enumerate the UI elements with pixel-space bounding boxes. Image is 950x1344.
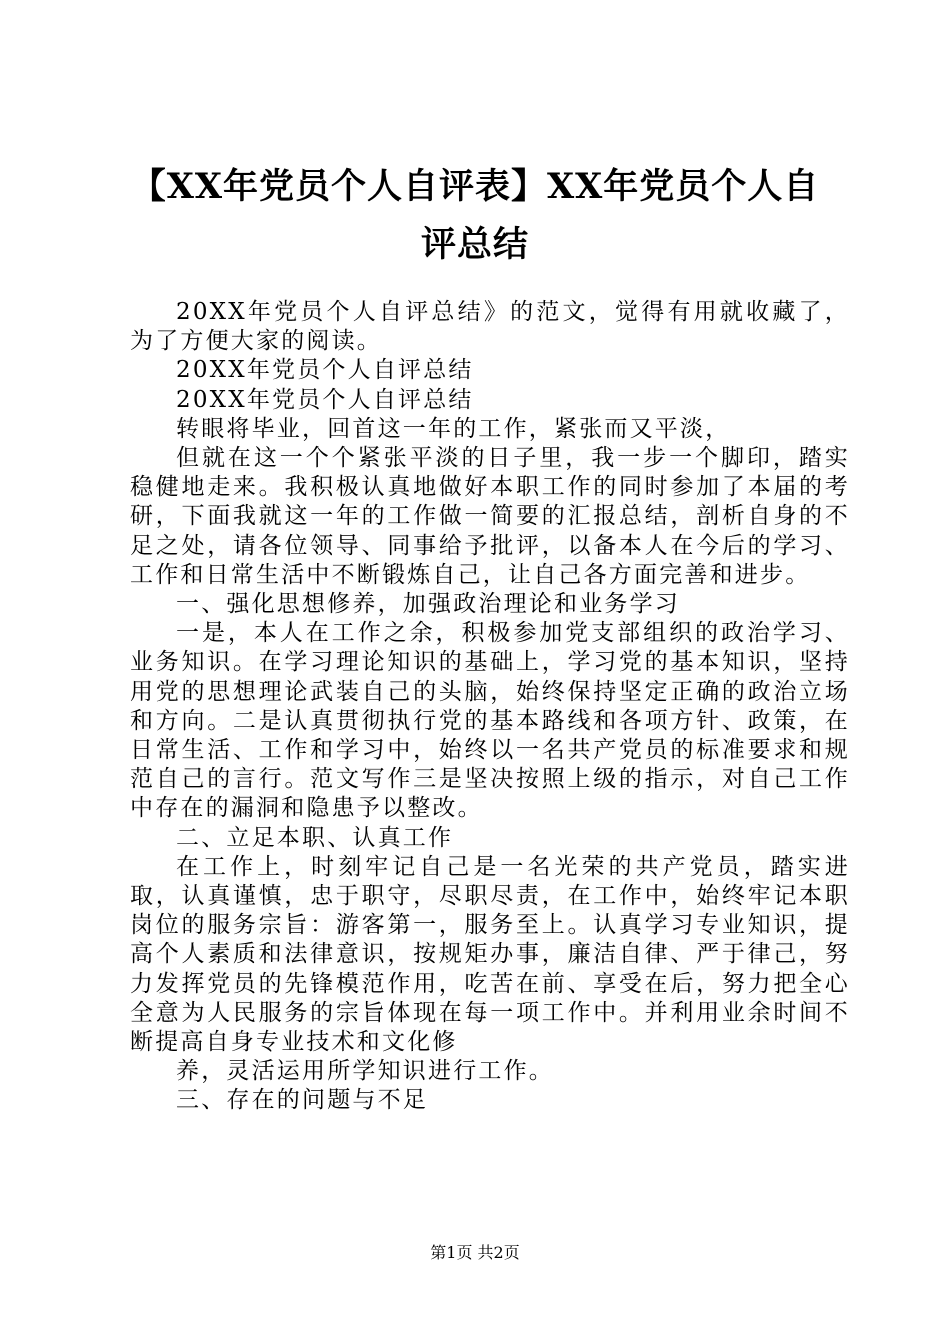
document-body	[130, 298, 850, 1116]
page-number-footer: 第1页 共2页	[430, 1243, 520, 1262]
paragraph-subtitle-2: 20XX年党员个人自评总结	[176, 386, 474, 413]
paragraph-intro: 20XX年党员个人自评总结》的范文，觉得有用就收藏了，为了方便大家的阅读。	[130, 299, 850, 355]
paragraph-section-2: 在工作上，时刻牢记自己是一名光荣的共产党员，踏实进取，认真谨慎，忠于职守，尽职尽责，在工作中，始终牢记本职岗位的服务宗旨：游客第一，服务至上。认真学习专业知识，提高个人素质和法律意识，按规矩办事，廉洁自律、严于律己，努力发挥党员的先锋模范作用，吃苦在前、享受在后，努力把全心全意为人民服务的宗旨体现在每一项工作中。并利用业余时间不断提高自身专业技术和文化修	[130, 853, 850, 1056]
document-title: 【XX年党员个人自评表】XX年党员个人自评总结	[130, 166, 820, 265]
section-heading-3: 三、存在的问题与不足	[176, 1087, 428, 1114]
paragraph-overview: 但就在这一个个紧张平淡的日子里，我一步一个脚印，踏实稳健地走来。我积极认真地做好本职工作的同时参加了本届的考研，下面我就这一年的工作做一简要的汇报总结，剖析自身的不足之处，请各位领导、同事给予批评，以备本人在今后的学习、工作和日常生活中不断锻炼自己，让自己各方面完善和进步。	[130, 445, 850, 588]
section-heading-1: 一、强化思想修养，加强政治理论和业务学习	[176, 591, 680, 618]
section-heading-2: 二、立足本职、认真工作	[176, 824, 454, 851]
paragraph-subtitle-1: 20XX年党员个人自评总结	[176, 357, 474, 384]
paragraph-opening: 转眼将毕业，回首这一年的工作，紧张而又平淡，	[176, 415, 731, 442]
paragraph-section-2-cont: 养，灵活运用所学知识进行工作。	[176, 1058, 554, 1085]
paragraph-section-1: 一是，本人在工作之余，积极参加党支部组织的政治学习、业务知识。在学习理论知识的基础上，学习党的基本知识，坚持用党的思想理论武装自己的头脑，始终保持坚定正确的政治立场和方向。二是认真贯彻执行党的基本路线和各项方针、政策，在日常生活、工作和学习中，始终以一名共产党员的标准要求和规范自己的言行。范文写作三是坚决按照上级的指示，对自己工作中存在的漏洞和隐患予以整改。	[130, 620, 850, 822]
